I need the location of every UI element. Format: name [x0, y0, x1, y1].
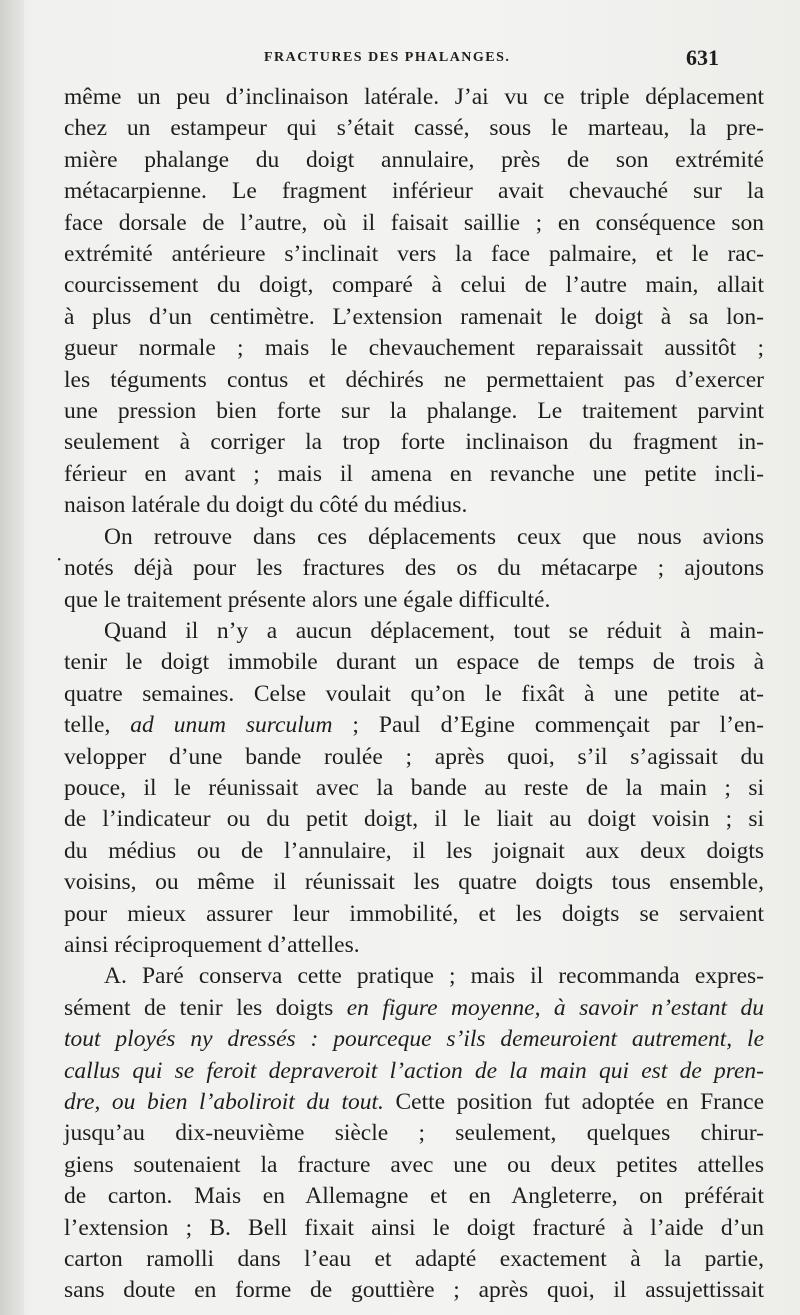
text-fragment: Cette position fut adoptée en France — [383, 1089, 765, 1115]
italic-quotation: en figure moyenne, à savoir n’estant du — [346, 994, 764, 1021]
text-line: férieur en avant ; mais il amena en revanche une petite incli- — [64, 460, 764, 487]
text-line: chez un estampeur qui s’était cassé, sous le marteau, la pre- — [64, 115, 764, 142]
italic-quotation-line: callus qui se feroit depraveroit l’action de la main qui est de pren- — [64, 1057, 764, 1084]
text-line: à plus d’un centimètre. L’extension ramenait le doigt à sa lon- — [64, 303, 764, 330]
text-line: tenir le doigt immobile durant un espace de temps de trois à — [64, 649, 764, 676]
text-line: une pression bien forte sur la phalange. Le traitement parvint — [64, 398, 764, 425]
body-text — [64, 82, 764, 1307]
text-line: courcissement du doigt, comparé à celui de l’autre main, allait — [64, 272, 764, 299]
page-number: 631 — [686, 45, 719, 70]
text-line: seulement à corriger la trop forte inclinaison du fragment in- — [64, 429, 764, 456]
text-line: naison latérale du doigt du côté du médius. — [64, 492, 468, 519]
text-line: On retrouve dans ces déplacements ceux que nous avions — [104, 523, 764, 550]
text-line — [64, 710, 764, 741]
text-line: métacarpienne. Le fragment inférieur avait chevauché sur la — [64, 178, 764, 205]
italic-quotation-line: tout ployés ny dressés : pourceque s’ils demeuroient autrement, le — [64, 1026, 764, 1053]
text-line: de carton. Mais en Allemagne et en Angleterre, on préférait — [64, 1183, 764, 1210]
text-line — [64, 993, 764, 1024]
text-line: mière phalange du doigt annulaire, près de son extrémité — [64, 146, 764, 173]
italic-quotation: dre, ou bien l’aboliroit du tout. — [64, 1089, 384, 1115]
text-line: velopper d’une bande roulée ; après quoi, s’il s’agissait du — [64, 743, 764, 770]
margin-mark: · — [56, 547, 63, 571]
text-line: du médius ou de l’annulaire, il les joignait aux deux doigts — [64, 837, 764, 864]
italic-phrase: ad unum surculum — [130, 712, 333, 739]
text-line: Quand il n’y a aucun déplacement, tout se réduit à main- — [104, 617, 764, 644]
text-line: notés déjà pour les fractures des os du métacarpe ; ajoutons — [64, 555, 764, 582]
text-line: voisins, ou même il réunissait les quatre doigts tous ensemble, — [64, 869, 764, 896]
text-line: carton ramolli dans l’eau et adapté exactement à la partie, — [64, 1246, 764, 1273]
text-line: giens soutenaient la fracture avec une ou deux petites attelles — [64, 1151, 764, 1178]
text-line: pouce, il le réunissait avec la bande au reste de la main ; si — [64, 774, 764, 801]
text-line: face dorsale de l’autre, où il faisait saillie ; en conséquence son — [64, 209, 764, 236]
text-line: pour mieux assurer leur immobilité, et les doigts se servaient — [64, 900, 764, 927]
paragraph-1 — [64, 82, 764, 522]
text-line — [64, 1087, 764, 1118]
text-fragment: sément de tenir les doigts — [64, 994, 347, 1021]
text-line: sans doute en forme de gouttière ; après quoi, il assujettissait — [64, 1277, 764, 1304]
text-line: les téguments contus et déchirés ne permettaient pas d’exercer — [64, 366, 764, 393]
text-line: de l’indicateur ou du petit doigt, il le liait au doigt voisin ; si — [64, 806, 764, 833]
text-line: que le traitement présente alors une égale difficulté. — [64, 586, 551, 613]
text-line: ainsi réciproquement d’attelles. — [64, 931, 360, 958]
text-line: gueur normale ; mais le chevauchement reparaissait aussitôt ; — [64, 335, 764, 362]
text-line: A. Paré conserva cette pratique ; mais il recommanda expres- — [104, 963, 764, 990]
paragraph-3 — [64, 616, 764, 961]
text-line: extrémité antérieure s’inclinait vers la face palmaire, et le rac- — [64, 241, 764, 268]
text-line: même un peu d’inclinaison latérale. J’ai vu ce triple déplacement — [64, 84, 764, 110]
paragraph-2 — [64, 522, 764, 616]
text-line: quatre semaines. Celse voulait qu’on le fixât à une petite at- — [64, 680, 764, 707]
paragraph-4 — [64, 961, 764, 1306]
text-line: jusqu’au dix-neuvième siècle ; seulement, quelques chirur- — [64, 1120, 764, 1147]
text-fragment: ; Paul d’Egine commençait par l’en- — [332, 712, 764, 739]
text-line: l’extension ; B. Bell fixait ainsi le doigt fracturé à l’aide d’un — [64, 1214, 764, 1241]
page-header — [66, 45, 766, 72]
page-gutter — [0, 0, 24, 1315]
text-fragment: telle, — [64, 712, 111, 739]
running-head: FRACTURES DES PHALANGES. — [264, 50, 511, 65]
